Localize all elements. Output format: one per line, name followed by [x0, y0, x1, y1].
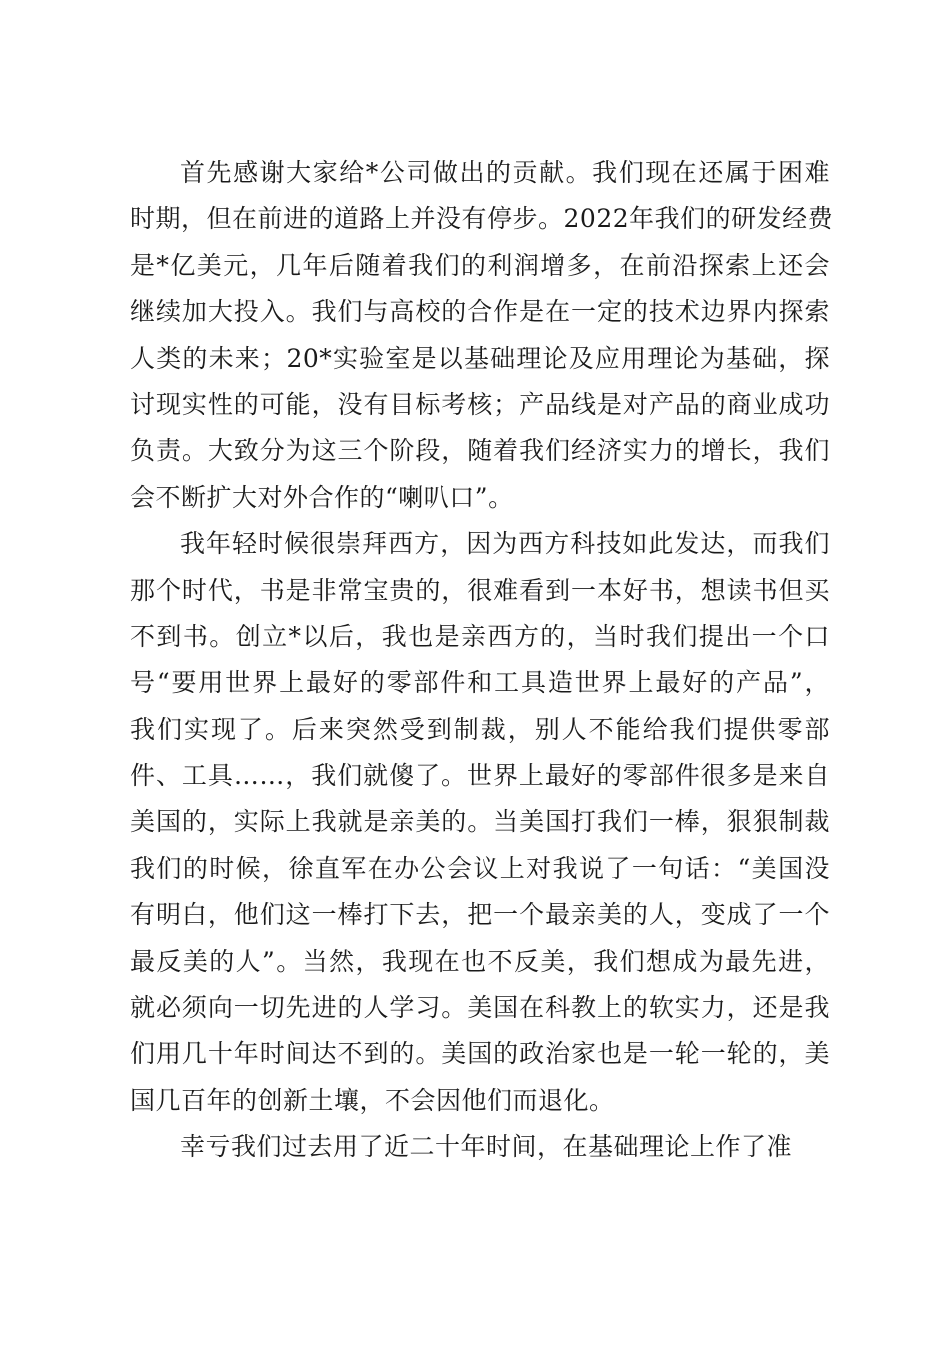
paragraph-2-line-5: 我们实现了。后来突然受到制裁，别人不能给我们提供零部: [130, 714, 830, 744]
paragraph-2-line-8: 我们的时候，徐直军在办公会议上对我说了一句话：“美国没: [130, 853, 830, 883]
paragraph-1-line-4: 继续加大投入。我们与高校的合作是在一定的技术边界内探索: [130, 297, 830, 327]
paragraph-2-line-3: 不到书。创立*以后，我也是亲西方的，当时我们提出一个口: [130, 621, 830, 651]
paragraph-1-line-8: 会不断扩大对外合作的“喇叭口”。: [130, 482, 514, 512]
paragraph-2-line-6: 件、工具……，我们就傻了。世界上最好的零部件很多是来自: [130, 761, 830, 791]
paragraph-1-line-1: 首先感谢大家给*公司做出的贡献。我们现在还属于困难: [180, 158, 830, 187]
paragraph-1-line-6: 讨现实性的可能，没有目标考核；产品线是对产品的商业成功: [130, 389, 830, 419]
document-body: [130, 150, 834, 1171]
paragraph-3-line-1: 幸亏我们过去用了近二十年时间，在基础理论上作了准: [180, 1132, 793, 1162]
paragraph-1-line-2: 时期，但在前进的道路上并没有停步。2022年我们的研发经费: [130, 204, 834, 234]
paragraph-2-line-10: 最反美的人”。当然，我现在也不反美，我们想成为最先进，: [130, 946, 830, 976]
paragraph-2-line-1: 我年轻时候很崇拜西方，因为西方科技如此发达，而我们: [180, 529, 830, 559]
paragraph-1-line-5: 人类的未来；20*实验室是以基础理论及应用理论为基础，探: [130, 343, 830, 373]
paragraph-2-line-9: 有明白，他们这一棒打下去，把一个最亲美的人，变成了一个: [130, 900, 830, 930]
paragraph-2-line-7: 美国的，实际上我就是亲美的。当美国打我们一棒，狠狠制裁: [130, 807, 830, 837]
paragraph-1-line-3: 是*亿美元，几年后随着我们的利润增多，在前沿探索上还会: [130, 250, 830, 280]
paragraph-1-line-7: 负责。大致分为这三个阶段，随着我们经济实力的增长，我们: [130, 436, 830, 466]
paragraph-2-line-4: 号“要用世界上最好的零部件和工具造世界上最好的产品”，: [130, 668, 830, 698]
paragraph-2-line-12: 们用几十年时间达不到的。美国的政治家也是一轮一轮的，美: [130, 1039, 830, 1069]
paragraph-2-line-11: 就必须向一切先进的人学习。美国在科教上的软实力，还是我: [130, 993, 830, 1023]
paragraph-2-line-13: 国几百年的创新土壤，不会因他们而退化。: [130, 1085, 615, 1115]
paragraph-2-line-2: 那个时代，书是非常宝贵的，很难看到一本好书，想读书但买: [130, 575, 830, 605]
